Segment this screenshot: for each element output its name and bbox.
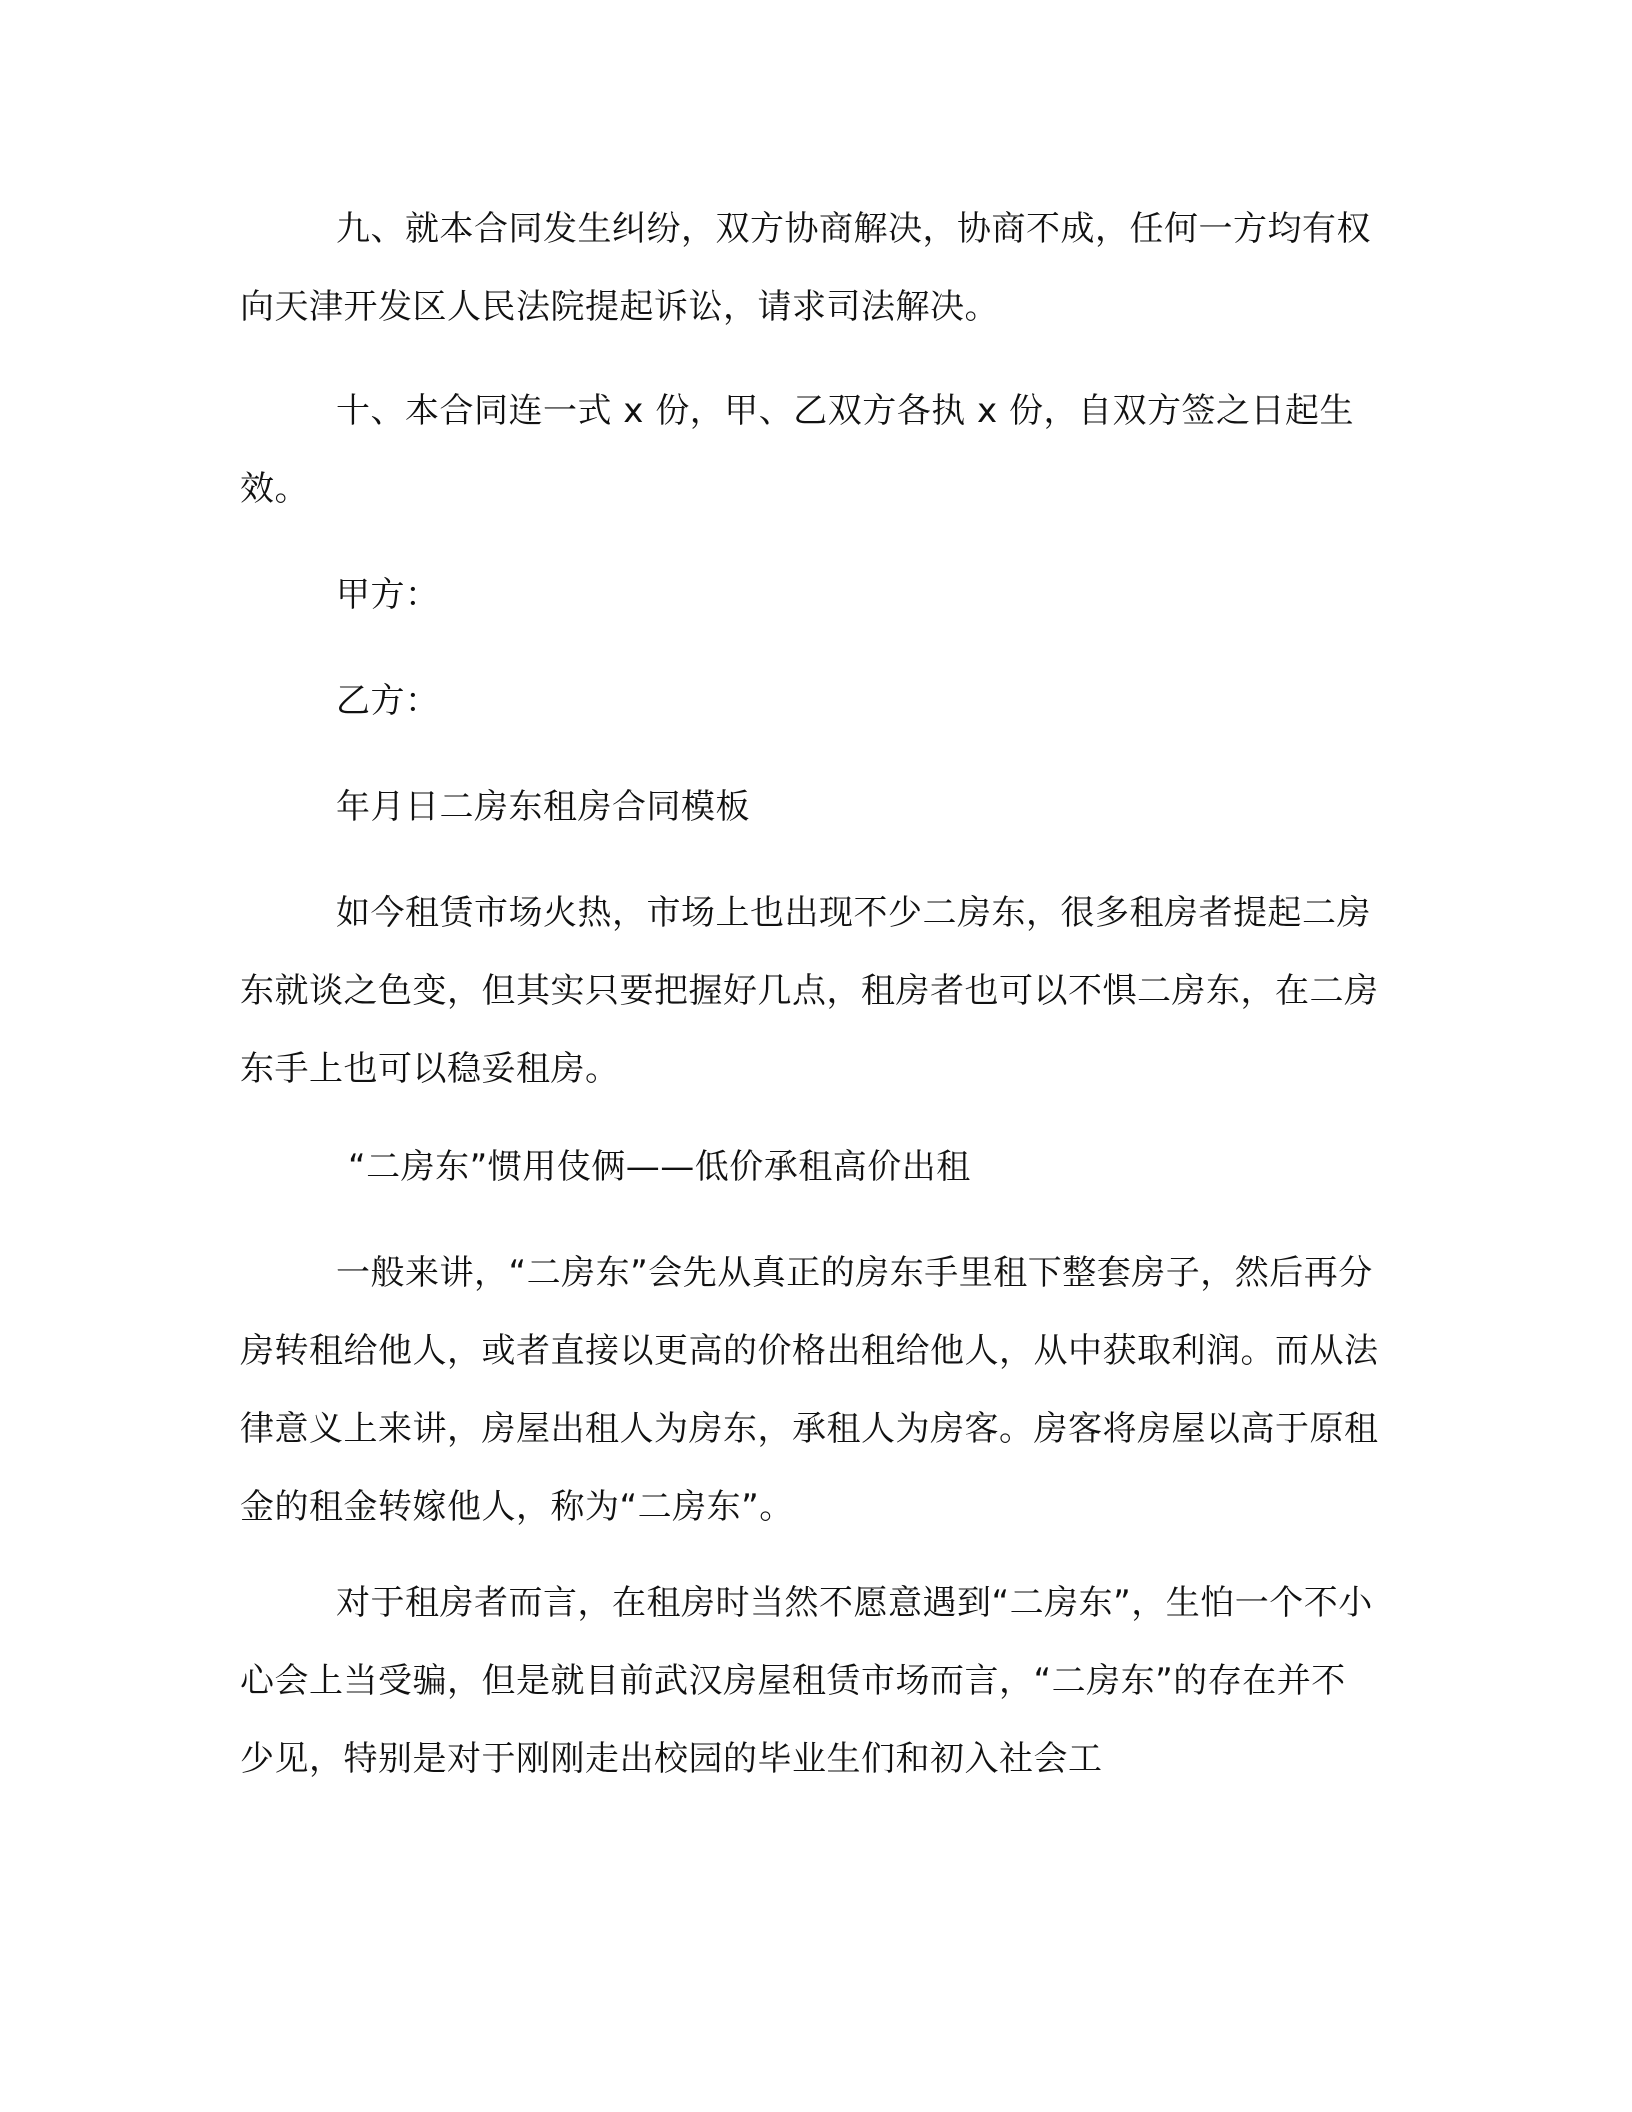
section-heading: “二房东”惯用伎俩——低价承租高价出租 [348,1147,971,1187]
explanation-paragraph: 一般来讲，“二房东”会先从真正的房东手里租下整套房子，然后再分房转租给他人，或者直接以更高的价格出租给他人，从中获取利润。而从法律意义上来讲，房屋出租人为房东，承租人为房客。房客将房屋以高于原租金的租金转嫁他人，称为“二房东”。 [240,1253,1379,1527]
party-b-label: 乙方： [336,681,440,721]
clause-nine-paragraph: 九、就本合同发生纠纷，双方协商解决，协商不成，任何一方均有权向天津开发区人民法院提起诉讼，请求司法解决。 [240,209,1371,327]
template-title: 年月日二房东租房合同模板 [336,787,750,827]
clause-ten-paragraph: 十、本合同连一式 x 份，甲、乙双方各执 x 份，自双方签之日起生效。 [240,391,1354,509]
party-a-label: 甲方： [336,575,440,615]
renter-paragraph: 对于租房者而言，在租房时当然不愿意遇到“二房东”，生怕一个不小心会上当受骗，但是就目前武汉房屋租赁市场而言，“二房东”的存在并不少见，特别是对于刚刚走出校园的毕业生们和初入社会工 [240,1583,1373,1779]
intro-paragraph: 如今租赁市场火热，市场上也出现不少二房东，很多租房者提起二房东就谈之色变，但其实只要把握好几点，租房者也可以不惧二房东，在二房东手上也可以稳妥租房。 [240,893,1379,1089]
